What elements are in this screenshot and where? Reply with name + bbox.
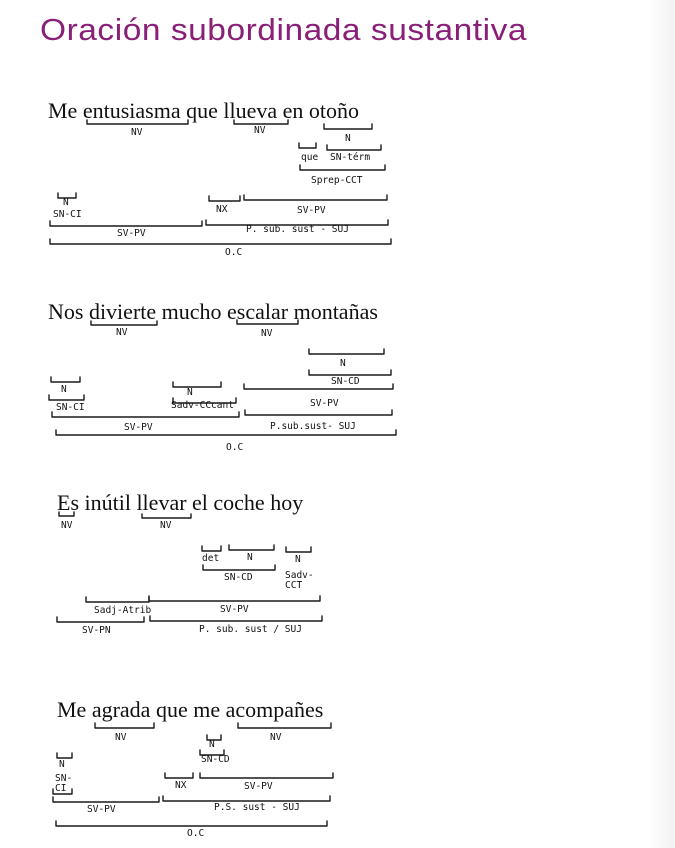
bracket	[244, 384, 393, 389]
bracket	[51, 377, 80, 382]
label-sv-pv: SV-PV	[87, 804, 116, 815]
label-sv-pv: SV-PV	[244, 781, 273, 792]
bracket	[203, 565, 275, 570]
bracket	[49, 395, 84, 400]
label-sadj: Sadj-Atrib	[94, 605, 152, 616]
bracket	[53, 797, 159, 802]
bracket	[324, 124, 372, 129]
bracket	[165, 773, 193, 778]
bracket	[200, 773, 333, 778]
bracket	[57, 617, 144, 622]
label-sn-ci: SN-CI	[56, 402, 85, 413]
bracket	[149, 596, 320, 601]
label-sv-pv: SV-PV	[310, 398, 339, 409]
bracket	[300, 165, 385, 170]
bracket	[50, 239, 391, 244]
label-nv: NV	[254, 125, 266, 136]
label-n: N	[209, 739, 215, 750]
label-nx: NX	[216, 204, 228, 215]
bracket	[327, 145, 381, 150]
label-nv: NV	[116, 327, 128, 338]
label-sv-pv: SV-PV	[124, 422, 153, 433]
label-nv: NV	[115, 732, 127, 743]
bracket	[56, 821, 327, 826]
label-sn-term: SN-térm	[330, 152, 371, 163]
label-nx: NX	[175, 780, 187, 791]
bracket	[309, 370, 391, 375]
page-title: Oración subordinada sustantiva	[40, 12, 528, 47]
label-n: N	[345, 133, 351, 144]
bracket	[50, 221, 202, 226]
label-sprep: Sprep-CCT	[311, 175, 363, 186]
label-oc: O.C	[225, 247, 243, 258]
label-sv-pv: SV-PV	[220, 604, 249, 615]
label-n: N	[340, 358, 346, 369]
label-n: N	[61, 384, 67, 395]
sentence: Es inútil llevar el coche hoy	[57, 490, 304, 515]
label-sn-cd: SN-CD	[224, 572, 253, 583]
label-n: N	[63, 197, 69, 208]
bracket	[173, 382, 221, 387]
label-sadv-cct: Sadv-CCT	[285, 570, 314, 591]
label-n: N	[59, 759, 65, 770]
label-nv: NV	[61, 520, 73, 531]
bracket	[150, 616, 322, 621]
label-det: det	[202, 553, 220, 564]
bracket	[286, 547, 311, 552]
bracket	[238, 723, 331, 728]
bracket	[309, 349, 384, 354]
label-nv: NV	[131, 127, 143, 138]
label-psub: P. sub. sust - SUJ	[246, 224, 349, 235]
bracket	[95, 723, 154, 728]
label-sn-ci: SN-CI	[55, 773, 73, 794]
bracket	[244, 195, 387, 200]
bracket	[163, 796, 330, 801]
label-n: N	[247, 552, 253, 563]
label-sv-pv: SV-PV	[117, 228, 146, 239]
label-nv: NV	[261, 328, 273, 339]
bracket	[229, 545, 274, 550]
bracket	[245, 410, 392, 415]
bracket	[299, 143, 316, 148]
label-psub: P.sub.sust- SUJ	[270, 421, 356, 432]
bracket	[57, 753, 72, 758]
label-sv-pn: SV-PN	[82, 625, 111, 636]
sentence: Nos divierte mucho escalar montañas	[48, 299, 378, 324]
label-psub: P.S. sust - SUJ	[214, 802, 300, 813]
label-n: N	[295, 554, 301, 565]
bracket	[202, 546, 221, 551]
label-psub: P. sub. sust / SUJ	[199, 624, 302, 635]
sentence: Me entusiasma que llueva en otoño	[48, 98, 359, 123]
label-sn-cd: SN-CD	[201, 754, 230, 765]
sentence: Me agrada que me acompañes	[57, 697, 324, 722]
label-sn-ci: SN-CI	[53, 209, 82, 220]
label-n: N	[187, 387, 193, 398]
bracket	[209, 196, 240, 201]
label-que: que	[301, 152, 319, 163]
label-oc: O.C	[187, 828, 205, 839]
label-nv: NV	[270, 732, 282, 743]
label-nv: NV	[160, 520, 172, 531]
bracket	[86, 597, 149, 602]
label-sadv: Sadv-CCcant	[171, 400, 234, 411]
label-sv-pv: SV-PV	[297, 205, 326, 216]
label-sn-cd: SN-CD	[331, 376, 360, 387]
label-oc: O.C	[226, 442, 244, 453]
